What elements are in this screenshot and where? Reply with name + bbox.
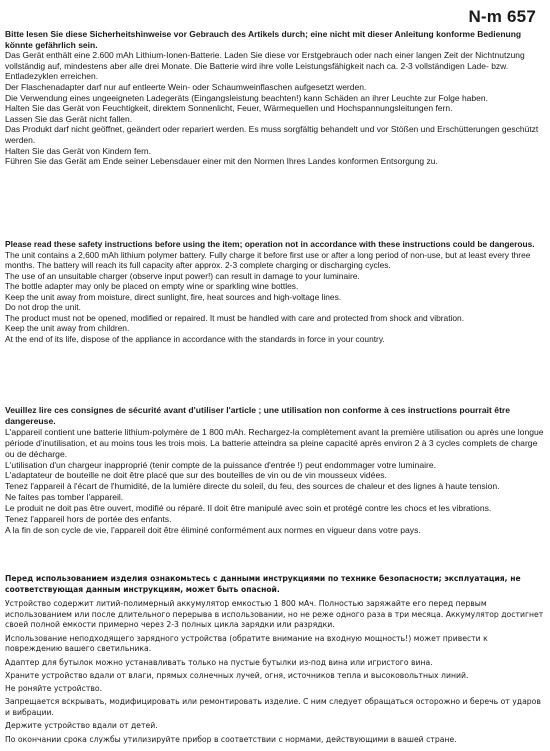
section-heading: Bitte lesen Sie diese Sicherheitshinweise vor Gebrauch des Artikels durch; eine nicht mit dieser Anleitung konforme Bedienung könnte gefährlich sein. bbox=[5, 29, 522, 50]
instruction-item: Адаптер для бутылок можно устанавливать только на пустые бутылки из-под вина или игристого вина. bbox=[5, 657, 433, 667]
instruction-item: The bottle adapter may only be placed on empty wine or sparkling wine bottles. bbox=[5, 281, 299, 291]
instruction-item: Устройство содержит литий-полимерный аккумулятор емкостью 1 800 мАч. Полностью заряжайте его перед первым использованием или после длительного перерыва в использовании, но не реже одного раза в три месяца. Аккумулятор достигнет своей полной емкости примерно через 2-3 полных цикла зарядки или разрядки. bbox=[5, 598, 544, 630]
section-heading: Please read these safety instructions before using the item; operation not in accordance with these instructions could be dangerous. bbox=[5, 239, 535, 249]
instruction-item: Das Gerät enthält eine 2.600 mAh Lithium-Ionen-Batterie. Laden Sie diese vor Erstgebrauch oder nach einer langen Zeit der Nichtnutzung vollständig auf, mindestens aber alle drei Monate. Die Batterie wird ihre volle Leistungsfähigkeit nach ca. 2-3 vollständigen Lade- bzw. Entladezyklen erreichen. bbox=[5, 50, 525, 82]
instruction-item: Запрещается вскрывать, модифицировать или ремонтировать изделие. С ним следует обращаться осторожно и беречь от ударов и вибрации. bbox=[5, 697, 541, 718]
safety-section-english bbox=[5, 239, 544, 344]
instruction-item: Keep the unit away from children. bbox=[5, 323, 130, 333]
instruction-item: The unit contains a 2,600 mAh lithium polymer battery. Fully charge it before first use or after a long period of non-use, but at least every three months. The battery will reach its full capacity after approx. 2-3 complete charging or discharging cycles. bbox=[5, 249, 531, 270]
safety-section-german bbox=[5, 29, 544, 167]
instruction-item: По окончании срока службы утилизируйте прибор в соответствии с нормами, действующими в вашей стране. bbox=[5, 734, 457, 744]
instruction-item: A la fin de son cycle de vie, l'appareil doit être éliminé conformément aux normes en vigueur dans votre pays. bbox=[5, 524, 421, 535]
safety-section-russian bbox=[5, 574, 544, 748]
instruction-item: Das Produkt darf nicht geöffnet, geändert oder repariert werden. Es muss sorgfältig behandelt und vor Stößen und Erschütterungen geschützt werden. bbox=[5, 124, 539, 145]
instruction-item: Do not drop the unit. bbox=[5, 302, 81, 312]
instruction-item: Halten Sie das Gerät von Feuchtigkeit, direktem Sonnenlicht, Feuer, Wärmequellen und Hochspannungsleitungen fern. bbox=[5, 103, 453, 114]
section-heading: Перед использованием изделия ознакомьтесь с данными инструкциями по технике безопасности; эксплуатация, не соответствующая данным инструкциям, может быть опасной. bbox=[5, 574, 521, 594]
instruction-item: Führen Sie das Gerät am Ende seiner Lebensdauer einer mit den Normen Ihres Landes konformen Entsorgung zu. bbox=[5, 156, 438, 167]
instruction-item: At the end of its life, dispose of the appliance in accordance with the standards in force in your country. bbox=[5, 333, 385, 344]
document-id: N-m 657 bbox=[468, 7, 536, 26]
instruction-item: Tenez l'appareil hors de portée des enfants. bbox=[5, 514, 172, 525]
instruction-item: Lassen Sie das Gerät nicht fallen. bbox=[5, 113, 133, 124]
section-heading: Veuillez lire ces consignes de sécurité avant d'utiliser l'article ; une utilisation non conforme à ces instructions pourrait être dangereuse. bbox=[5, 405, 511, 426]
instruction-item: Keep the unit away from moisture, direct sunlight, fire, heat sources and high-voltage lines. bbox=[5, 291, 342, 302]
instruction-item: Не роняйте устройство. bbox=[5, 684, 103, 694]
instruction-item: The product must not be opened, modified or repaired. It must be handled with care and protected from shock and vibration. bbox=[5, 312, 465, 323]
instruction-item: Halten Sie das Gerät von Kindern fern. bbox=[5, 145, 151, 156]
instruction-item: Der Flaschenadapter darf nur auf entleerte Wein- oder Schaumweinflaschen aufgesetzt werden. bbox=[5, 81, 367, 92]
instruction-item: L'adaptateur de bouteille ne doit être placé que sur des bouteilles de vin ou de vin mousseux vidées. bbox=[5, 470, 387, 481]
safety-section-french bbox=[5, 405, 544, 536]
instruction-item: Le produit ne doit pas être ouvert, modifié ou réparé. Il doit être manipulé avec soin et protégé contre les chocs et les vibrations. bbox=[5, 503, 492, 514]
instruction-item: Держите устройство вдали от детей. bbox=[5, 721, 158, 731]
instruction-item: Die Verwendung eines ungeeigneten Ladegeräts (Eingangsleistung beachten!) kann Schäden an ihrer Leuchte zur Folge haben. bbox=[5, 92, 488, 103]
instruction-item: Ne faites pas tomber l'appareil. bbox=[5, 492, 124, 503]
instruction-item: L'appareil contient une batterie lithium-polymère de 1 800 mAh. Rechargez-la complètement avant la première utilisation ou après une longue période d'inutilisation, et au moins tous les trois mois. La batterie atteindra sa pleine capacité après environ 2 à 3 cycles complets de charge ou de décharge. bbox=[5, 426, 544, 459]
instruction-item: Использование неподходящего зарядного устройства (обратите внимание на входную мощность!) может привести к повреждению вашего светильника. bbox=[5, 633, 488, 654]
instruction-item: L'utilisation d'un chargeur inapproprié (tenir compte de la puissance d'entrée !) peut endommager votre luminaire. bbox=[5, 459, 437, 470]
instruction-item: The use of an unsuitable charger (observe input power!) can result in damage to your luminaire. bbox=[5, 270, 360, 281]
instruction-item: Храните устройство вдали от влаги, прямых солнечных лучей, огня, источников тепла и высоковольтных линий. bbox=[5, 670, 469, 680]
instruction-item: Tenez l'appareil à l'écart de l'humidité, de la lumière directe du soleil, du feu, des sources de chaleur et des lignes à haute tension. bbox=[5, 481, 500, 492]
